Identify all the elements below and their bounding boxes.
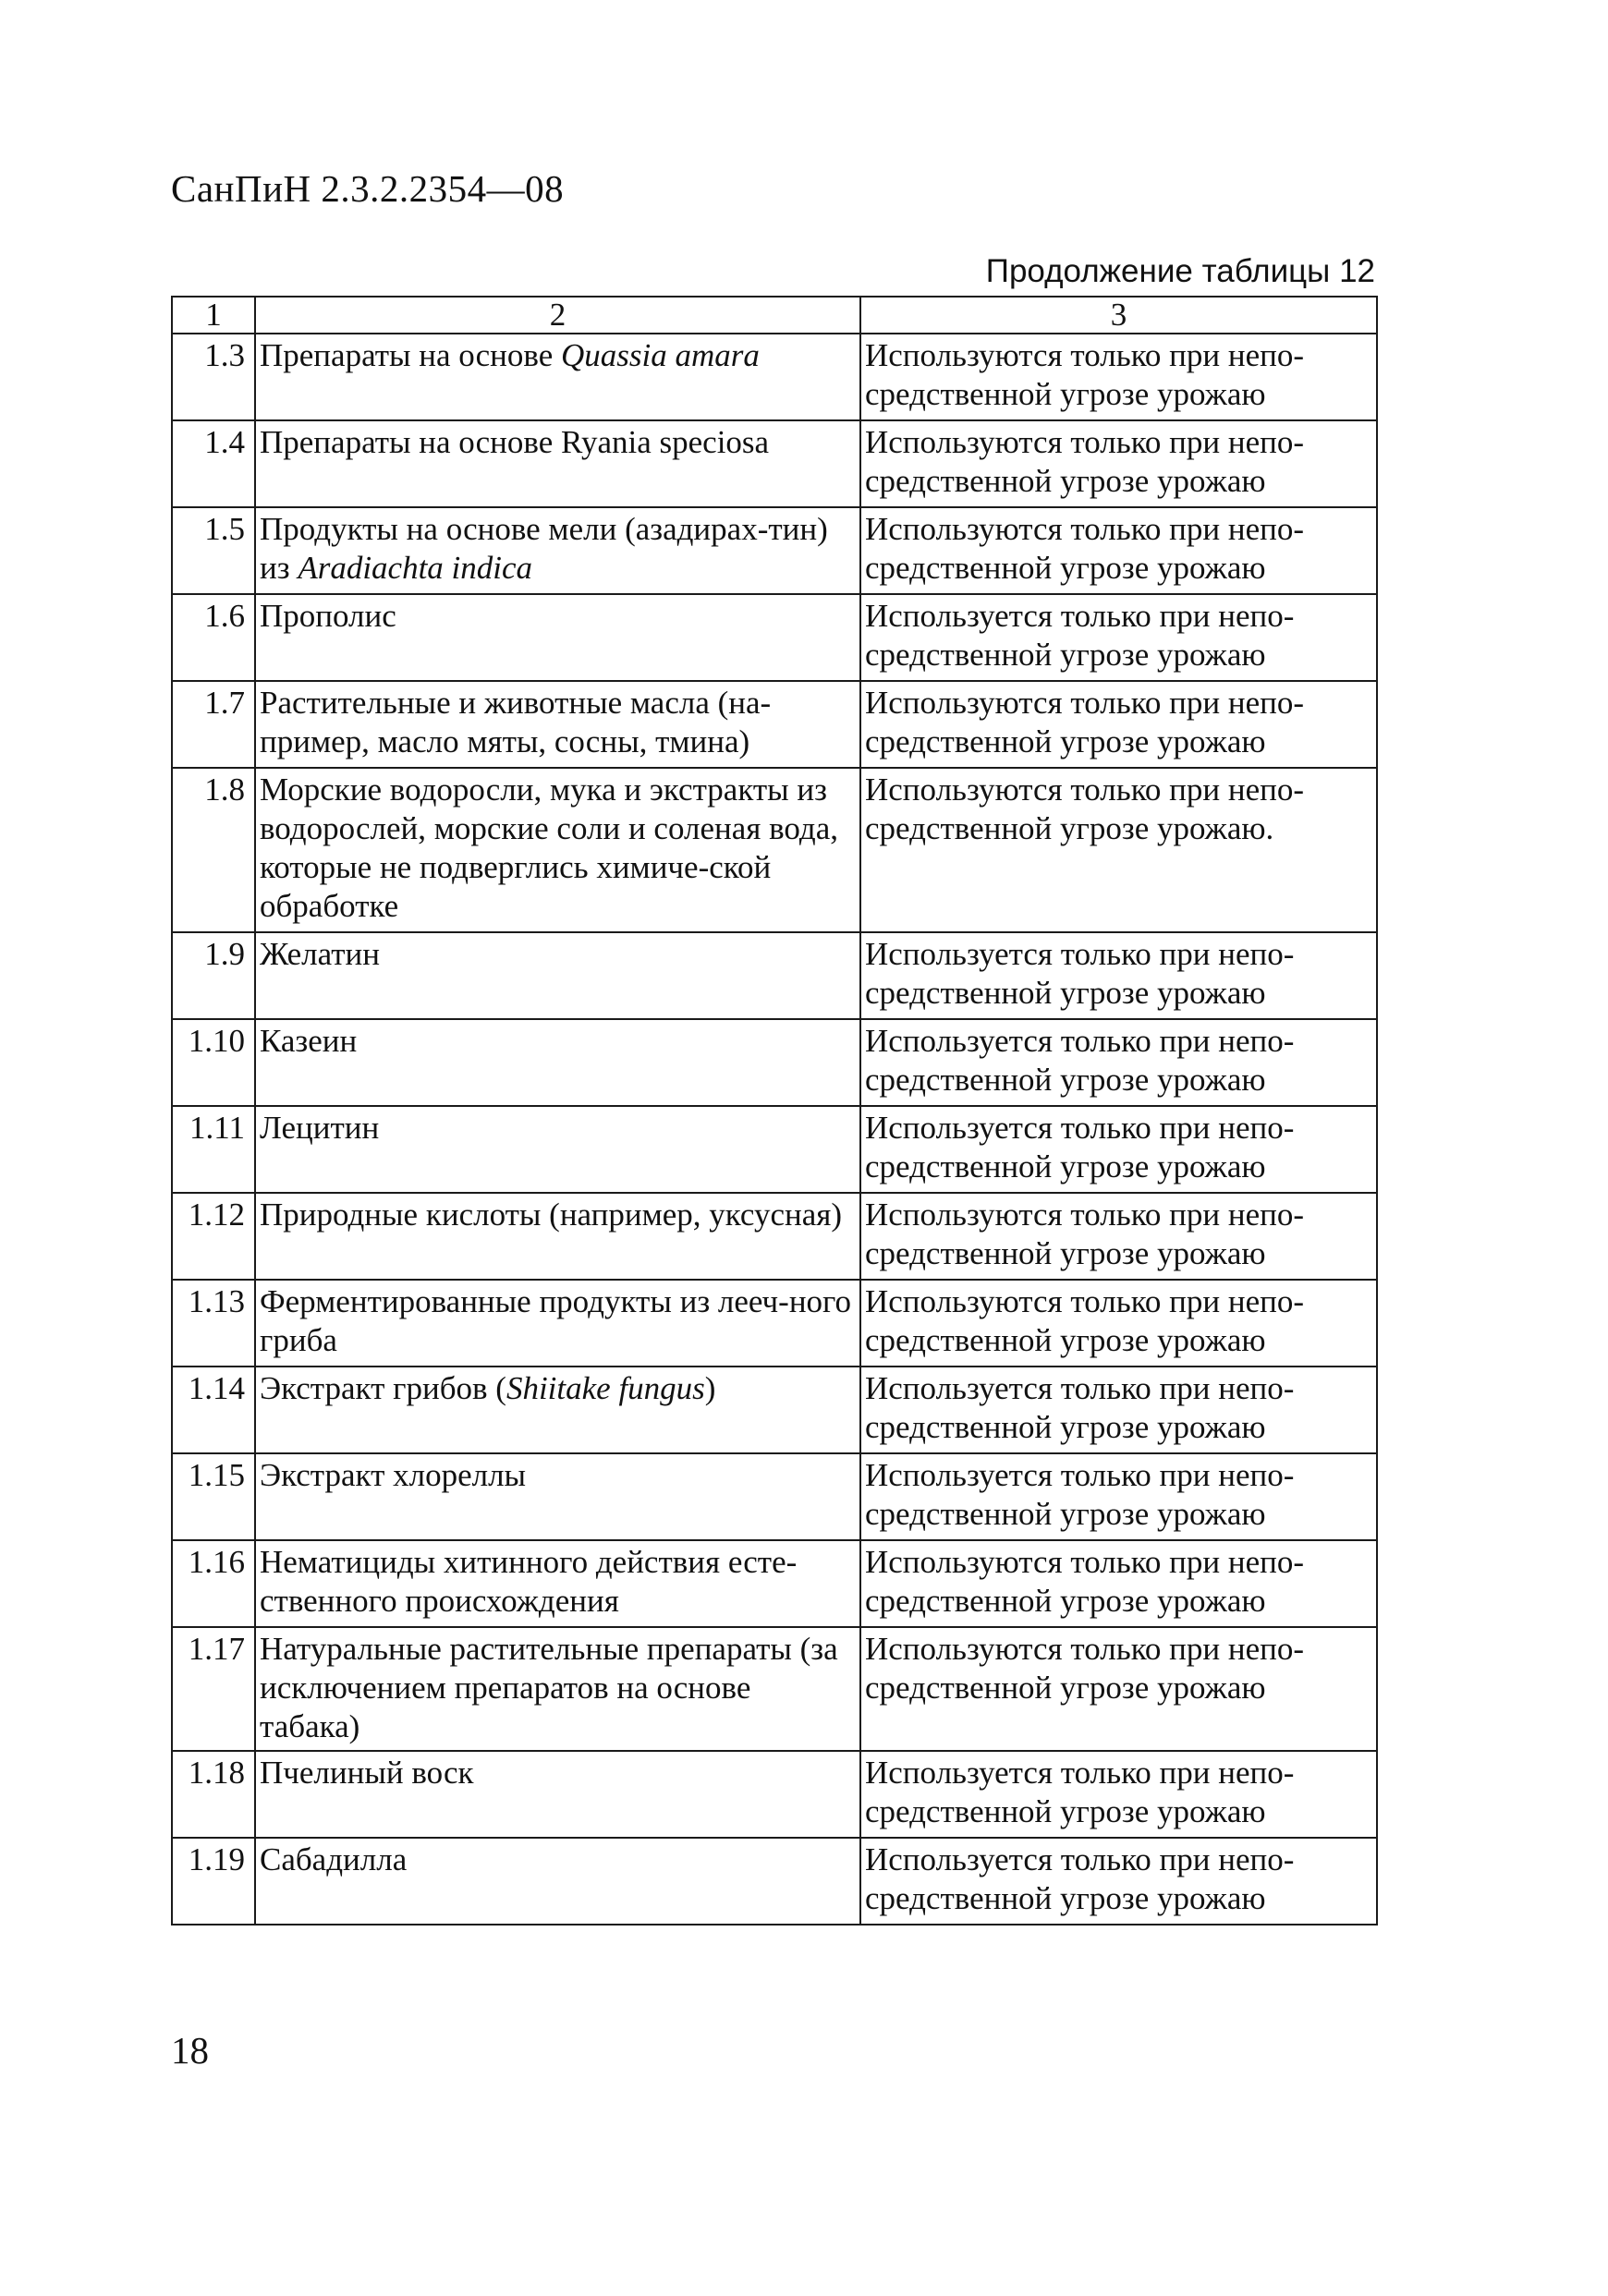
- product-name-cell: [255, 507, 860, 594]
- product-name: Казеин: [260, 1023, 358, 1059]
- usage-note: Используются только при непо-средственной угрозе урожаю.: [860, 768, 1377, 932]
- product-name-cell: [255, 768, 860, 932]
- product-name-cell: [255, 1627, 860, 1751]
- product-name: Природные кислоты (например, уксусная): [260, 1197, 843, 1233]
- table-row: [172, 507, 1377, 594]
- product-name: Растительные и животные масла (на-пример, масло мяты, сосны, тмина): [260, 685, 772, 759]
- product-latin-name: Shiitake fungus: [506, 1370, 705, 1406]
- table-row: [172, 1367, 1377, 1453]
- usage-note: Используется только при непо-средственной угрозе урожаю: [860, 932, 1377, 1019]
- usage-note: Используется только при непо-средственной угрозе урожаю: [860, 1106, 1377, 1193]
- product-name: Морские водоросли, мука и экстракты из водорослей, морские соли и соленая вода, которые не подверглись химиче-ской обработке: [260, 771, 838, 924]
- product-latin-name: Aradiachta indica: [298, 550, 533, 586]
- product-name: Экстракт хлореллы: [260, 1457, 527, 1493]
- row-number: 1.12: [172, 1193, 255, 1280]
- usage-note: Используется только при непо-средственной угрозе урожаю: [860, 594, 1377, 681]
- product-name-cell: [255, 1193, 860, 1280]
- document-header: СанПиН 2.3.2.2354—08: [171, 167, 565, 210]
- product-name: Ферментированные продукты из лееч-ного гриба: [260, 1283, 852, 1358]
- product-name: Желатин: [260, 936, 380, 972]
- sanpin-table: [171, 296, 1378, 1925]
- product-name-cell: [255, 1019, 860, 1106]
- row-number: 1.8: [172, 768, 255, 932]
- product-name: Препараты на основе Ryania speciosa: [260, 424, 770, 460]
- row-number: 1.19: [172, 1838, 255, 1925]
- product-name: Пчелиный воск: [260, 1755, 474, 1791]
- usage-note: Используются только при непо-средственной угрозе урожаю: [860, 334, 1377, 420]
- table-row: [172, 932, 1377, 1019]
- table-row: [172, 594, 1377, 681]
- product-name-cell: [255, 594, 860, 681]
- table-row: [172, 1540, 1377, 1627]
- usage-note: Используется только при непо-средственной угрозе урожаю: [860, 1367, 1377, 1453]
- product-name: Натуральные растительные препараты (за исключением препаратов на основе табака): [260, 1631, 838, 1744]
- row-number: 1.15: [172, 1453, 255, 1540]
- row-number: 1.16: [172, 1540, 255, 1627]
- product-name-cell: [255, 1106, 860, 1193]
- product-name: Прополис: [260, 598, 396, 634]
- row-number: 1.13: [172, 1280, 255, 1367]
- product-name-cell: [255, 1367, 860, 1453]
- product-name: Сабадилла: [260, 1841, 408, 1877]
- product-name-cell: [255, 1540, 860, 1627]
- row-number: 1.9: [172, 932, 255, 1019]
- product-name-cell: [255, 932, 860, 1019]
- product-latin-name: Quassia amara: [561, 337, 760, 373]
- table-row: [172, 1627, 1377, 1751]
- product-name-cell: [255, 1453, 860, 1540]
- row-number: 1.5: [172, 507, 255, 594]
- product-name-cell: [255, 1280, 860, 1367]
- table-row: [172, 1106, 1377, 1193]
- table-row: [172, 420, 1377, 507]
- table-row: [172, 334, 1377, 420]
- usage-note: Используется только при непо-средственной угрозе урожаю: [860, 1838, 1377, 1925]
- row-number: 1.18: [172, 1751, 255, 1838]
- product-name-cell: [255, 1838, 860, 1925]
- usage-note: Используются только при непо-средственной угрозе урожаю: [860, 1280, 1377, 1367]
- table-row: [172, 1838, 1377, 1925]
- page-number: 18: [171, 2029, 209, 2071]
- column-header: 1: [172, 297, 255, 334]
- usage-note: Используется только при непо-средственной угрозе урожаю: [860, 1453, 1377, 1540]
- product-name-cell: [255, 681, 860, 768]
- usage-note: Используются только при непо-средственной угрозе урожаю: [860, 420, 1377, 507]
- table-row: [172, 1193, 1377, 1280]
- product-name: Препараты на основе: [260, 337, 562, 373]
- table-caption: Продолжение таблицы 12: [985, 253, 1375, 289]
- row-number: 1.14: [172, 1367, 255, 1453]
- column-header: 3: [860, 297, 1377, 334]
- row-number: 1.11: [172, 1106, 255, 1193]
- row-number: 1.3: [172, 334, 255, 420]
- usage-note: Используются только при непо-средственной угрозе урожаю: [860, 1193, 1377, 1280]
- row-number: 1.10: [172, 1019, 255, 1106]
- usage-note: Используются только при непо-средственной угрозе урожаю: [860, 507, 1377, 594]
- row-number: 1.17: [172, 1627, 255, 1751]
- table-row: [172, 1280, 1377, 1367]
- row-number: 1.6: [172, 594, 255, 681]
- product-name: Экстракт грибов (: [260, 1370, 506, 1406]
- table-row: [172, 1751, 1377, 1838]
- table-row: [172, 1453, 1377, 1540]
- usage-note: Используется только при непо-средственной угрозе урожаю: [860, 1751, 1377, 1838]
- product-name-cell: [255, 334, 860, 420]
- usage-note: Используются только при непо-средственной угрозе урожаю: [860, 681, 1377, 768]
- row-number: 1.7: [172, 681, 255, 768]
- product-name: Лецитин: [260, 1110, 380, 1146]
- table-row: [172, 768, 1377, 932]
- product-name-cell: [255, 1751, 860, 1838]
- usage-note: Используются только при непо-средственной угрозе урожаю: [860, 1540, 1377, 1627]
- table-row: [172, 1019, 1377, 1106]
- usage-note: Используется только при непо-средственной угрозе урожаю: [860, 1019, 1377, 1106]
- usage-note: Используются только при непо-средственной угрозе урожаю: [860, 1627, 1377, 1751]
- row-number: 1.4: [172, 420, 255, 507]
- table-header-row: [172, 297, 1377, 334]
- product-name-suffix: ): [704, 1370, 716, 1406]
- product-name-cell: [255, 420, 860, 507]
- table-row: [172, 681, 1377, 768]
- product-name: Нематициды хитинного действия есте-ственного происхождения: [260, 1544, 798, 1619]
- column-header: 2: [255, 297, 860, 334]
- product-name: Продукты на основе мели (азадирах-тин) из: [260, 511, 828, 586]
